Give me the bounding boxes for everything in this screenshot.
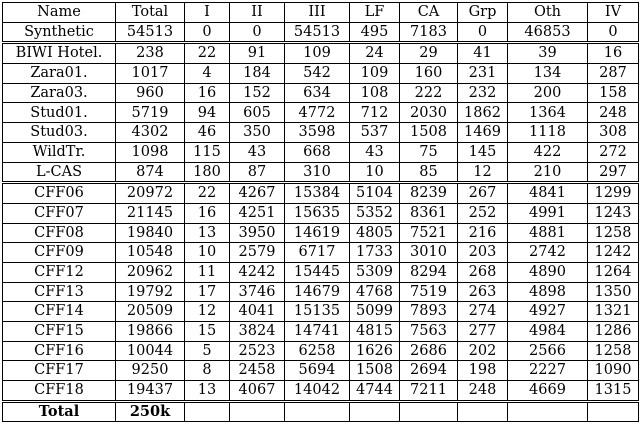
cell-ca: 7211 — [400, 381, 458, 402]
cell-ii: 91 — [230, 43, 285, 64]
cell-oth: 4881 — [508, 223, 588, 243]
cell-ii: 3950 — [230, 223, 285, 243]
cell-lf: 4744 — [350, 381, 400, 402]
cell-name: CFF09 — [3, 243, 116, 263]
cell-ca: 2686 — [400, 341, 458, 361]
cell-total: 238 — [116, 43, 185, 64]
table-body — [3, 22, 639, 422]
cell-oth: 4669 — [508, 381, 588, 402]
cell-iv: 158 — [588, 83, 639, 103]
table-row — [3, 64, 639, 84]
cell-name: Stud03. — [3, 123, 116, 143]
cell-name: Zara01. — [3, 64, 116, 84]
cell-iv: 1242 — [588, 243, 639, 263]
cell-lf: 10 — [350, 162, 400, 183]
total-cell-total: 250k — [116, 401, 185, 422]
cell-total: 20509 — [116, 302, 185, 322]
cell-name: BIWI Hotel. — [3, 43, 116, 64]
cell-lf: 1626 — [350, 341, 400, 361]
cell-i: 10 — [185, 243, 230, 263]
total-cell-lf — [350, 401, 400, 422]
cell-iii: 6258 — [285, 341, 350, 361]
cell-lf: 5104 — [350, 183, 400, 204]
cell-oth: 200 — [508, 83, 588, 103]
cell-ii: 184 — [230, 64, 285, 84]
cell-lf: 1508 — [350, 361, 400, 381]
cell-lf: 495 — [350, 22, 400, 43]
cell-grp: 1862 — [458, 103, 508, 123]
total-row — [3, 401, 639, 422]
header-total: Total — [116, 3, 185, 23]
total-cell-oth — [508, 401, 588, 422]
cell-total: 20962 — [116, 262, 185, 282]
cell-total: 21145 — [116, 203, 185, 223]
cell-oth: 4984 — [508, 322, 588, 342]
cell-name: L-CAS — [3, 162, 116, 183]
cell-ii: 350 — [230, 123, 285, 143]
cell-i: 0 — [185, 22, 230, 43]
cell-iii: 54513 — [285, 22, 350, 43]
header-name: Name — [3, 3, 116, 23]
cell-name: CFF14 — [3, 302, 116, 322]
total-cell-name: Total — [3, 401, 116, 422]
cell-grp: 203 — [458, 243, 508, 263]
total-cell-iv — [588, 401, 639, 422]
cell-name: Stud01. — [3, 103, 116, 123]
cell-oth: 4927 — [508, 302, 588, 322]
cell-iv: 308 — [588, 123, 639, 143]
cell-total: 960 — [116, 83, 185, 103]
cell-total: 874 — [116, 162, 185, 183]
cell-iv: 1321 — [588, 302, 639, 322]
cell-ca: 75 — [400, 142, 458, 162]
cell-iii: 310 — [285, 162, 350, 183]
cell-grp: 0 — [458, 22, 508, 43]
table-row — [3, 223, 639, 243]
cell-grp: 41 — [458, 43, 508, 64]
cell-iii: 109 — [285, 43, 350, 64]
cell-i: 13 — [185, 223, 230, 243]
cell-grp: 12 — [458, 162, 508, 183]
cell-ii: 4041 — [230, 302, 285, 322]
cell-i: 4 — [185, 64, 230, 84]
cell-total: 9250 — [116, 361, 185, 381]
table-row — [3, 103, 639, 123]
cell-iii: 6717 — [285, 243, 350, 263]
cell-grp: 252 — [458, 203, 508, 223]
cell-ii: 2458 — [230, 361, 285, 381]
cell-iv: 1286 — [588, 322, 639, 342]
cell-iv: 1258 — [588, 341, 639, 361]
total-cell-ii — [230, 401, 285, 422]
header-ca: CA — [400, 3, 458, 23]
cell-ca: 29 — [400, 43, 458, 64]
cell-i: 12 — [185, 302, 230, 322]
total-cell-i — [185, 401, 230, 422]
cell-oth: 46853 — [508, 22, 588, 43]
cell-iii: 14679 — [285, 282, 350, 302]
cell-oth: 134 — [508, 64, 588, 84]
cell-iv: 1350 — [588, 282, 639, 302]
cell-ca: 8239 — [400, 183, 458, 204]
cell-grp: 202 — [458, 341, 508, 361]
cell-ca: 3010 — [400, 243, 458, 263]
cell-total: 10548 — [116, 243, 185, 263]
cell-i: 46 — [185, 123, 230, 143]
cell-total: 19840 — [116, 223, 185, 243]
cell-i: 16 — [185, 203, 230, 223]
cell-name: WildTr. — [3, 142, 116, 162]
table-row — [3, 162, 639, 183]
cell-total: 1098 — [116, 142, 185, 162]
cell-name: CFF13 — [3, 282, 116, 302]
cell-ca: 7519 — [400, 282, 458, 302]
cell-total: 19792 — [116, 282, 185, 302]
cell-i: 16 — [185, 83, 230, 103]
cell-grp: 268 — [458, 262, 508, 282]
cell-iv: 1264 — [588, 262, 639, 282]
cell-total: 19866 — [116, 322, 185, 342]
table-row — [3, 203, 639, 223]
cell-total: 5719 — [116, 103, 185, 123]
table-row — [3, 22, 639, 43]
cell-name: CFF18 — [3, 381, 116, 402]
cell-ii: 43 — [230, 142, 285, 162]
table-row — [3, 243, 639, 263]
cell-oth: 1118 — [508, 123, 588, 143]
cell-ii: 4067 — [230, 381, 285, 402]
cell-i: 115 — [185, 142, 230, 162]
cell-i: 17 — [185, 282, 230, 302]
cell-ii: 3746 — [230, 282, 285, 302]
cell-name: Synthetic — [3, 22, 116, 43]
cell-iv: 1299 — [588, 183, 639, 204]
cell-ca: 222 — [400, 83, 458, 103]
cell-ca: 8361 — [400, 203, 458, 223]
cell-total: 19437 — [116, 381, 185, 402]
cell-ca: 85 — [400, 162, 458, 183]
cell-grp: 263 — [458, 282, 508, 302]
cell-total: 54513 — [116, 22, 185, 43]
cell-ca: 7183 — [400, 22, 458, 43]
cell-ii: 2579 — [230, 243, 285, 263]
cell-iii: 634 — [285, 83, 350, 103]
cell-ca: 2030 — [400, 103, 458, 123]
cell-iv: 248 — [588, 103, 639, 123]
cell-name: CFF08 — [3, 223, 116, 243]
cell-grp: 267 — [458, 183, 508, 204]
table-row — [3, 322, 639, 342]
cell-iv: 1258 — [588, 223, 639, 243]
cell-iii: 668 — [285, 142, 350, 162]
header-iii: III — [285, 3, 350, 23]
cell-grp: 216 — [458, 223, 508, 243]
cell-i: 94 — [185, 103, 230, 123]
header-i: I — [185, 3, 230, 23]
cell-name: CFF16 — [3, 341, 116, 361]
cell-iv: 1090 — [588, 361, 639, 381]
table-row — [3, 183, 639, 204]
cell-ca: 7563 — [400, 322, 458, 342]
cell-iv: 1243 — [588, 203, 639, 223]
cell-i: 8 — [185, 361, 230, 381]
header-iv: IV — [588, 3, 639, 23]
cell-iii: 15135 — [285, 302, 350, 322]
cell-lf: 5352 — [350, 203, 400, 223]
cell-lf: 5309 — [350, 262, 400, 282]
cell-oth: 4898 — [508, 282, 588, 302]
cell-oth: 2742 — [508, 243, 588, 263]
table-row — [3, 361, 639, 381]
cell-total: 4302 — [116, 123, 185, 143]
cell-ca: 7893 — [400, 302, 458, 322]
cell-iii: 14741 — [285, 322, 350, 342]
cell-oth: 2566 — [508, 341, 588, 361]
cell-lf: 109 — [350, 64, 400, 84]
cell-grp: 145 — [458, 142, 508, 162]
cell-lf: 4768 — [350, 282, 400, 302]
cell-oth: 210 — [508, 162, 588, 183]
cell-total: 1017 — [116, 64, 185, 84]
table-row — [3, 302, 639, 322]
cell-oth: 1364 — [508, 103, 588, 123]
cell-oth: 39 — [508, 43, 588, 64]
cell-ii: 87 — [230, 162, 285, 183]
cell-i: 11 — [185, 262, 230, 282]
cell-iv: 287 — [588, 64, 639, 84]
cell-name: Zara03. — [3, 83, 116, 103]
cell-lf: 4815 — [350, 322, 400, 342]
cell-ca: 160 — [400, 64, 458, 84]
cell-ii: 2523 — [230, 341, 285, 361]
table-row — [3, 142, 639, 162]
cell-lf: 5099 — [350, 302, 400, 322]
cell-grp: 198 — [458, 361, 508, 381]
cell-name: CFF15 — [3, 322, 116, 342]
cell-lf: 43 — [350, 142, 400, 162]
cell-ii: 152 — [230, 83, 285, 103]
table-row — [3, 381, 639, 402]
cell-i: 22 — [185, 43, 230, 64]
cell-grp: 248 — [458, 381, 508, 402]
total-cell-iii — [285, 401, 350, 422]
cell-ca: 7521 — [400, 223, 458, 243]
cell-total: 10044 — [116, 341, 185, 361]
cell-lf: 24 — [350, 43, 400, 64]
cell-iv: 1315 — [588, 381, 639, 402]
cell-ii: 0 — [230, 22, 285, 43]
cell-ii: 3824 — [230, 322, 285, 342]
cell-oth: 422 — [508, 142, 588, 162]
cell-iii: 5694 — [285, 361, 350, 381]
cell-lf: 108 — [350, 83, 400, 103]
cell-iii: 15384 — [285, 183, 350, 204]
cell-iii: 15445 — [285, 262, 350, 282]
header-ii: II — [230, 3, 285, 23]
total-cell-grp — [458, 401, 508, 422]
cell-name: CFF06 — [3, 183, 116, 204]
dataset-statistics-table — [2, 2, 639, 422]
cell-oth: 4991 — [508, 203, 588, 223]
cell-i: 15 — [185, 322, 230, 342]
table-row — [3, 123, 639, 143]
header-lf: LF — [350, 3, 400, 23]
cell-iv: 297 — [588, 162, 639, 183]
cell-oth: 4890 — [508, 262, 588, 282]
total-cell-ca — [400, 401, 458, 422]
cell-ii: 4251 — [230, 203, 285, 223]
cell-ii: 605 — [230, 103, 285, 123]
cell-ca: 8294 — [400, 262, 458, 282]
cell-name: CFF07 — [3, 203, 116, 223]
cell-lf: 712 — [350, 103, 400, 123]
cell-i: 180 — [185, 162, 230, 183]
cell-ca: 2694 — [400, 361, 458, 381]
cell-iv: 0 — [588, 22, 639, 43]
cell-total: 20972 — [116, 183, 185, 204]
cell-lf: 537 — [350, 123, 400, 143]
cell-iii: 3598 — [285, 123, 350, 143]
cell-i: 13 — [185, 381, 230, 402]
header-grp: Grp — [458, 3, 508, 23]
table-row — [3, 83, 639, 103]
cell-ii: 4267 — [230, 183, 285, 204]
cell-grp: 231 — [458, 64, 508, 84]
cell-name: CFF17 — [3, 361, 116, 381]
table-row — [3, 262, 639, 282]
cell-grp: 1469 — [458, 123, 508, 143]
cell-i: 22 — [185, 183, 230, 204]
cell-i: 5 — [185, 341, 230, 361]
cell-grp: 232 — [458, 83, 508, 103]
cell-iii: 15635 — [285, 203, 350, 223]
table-row — [3, 43, 639, 64]
cell-iv: 272 — [588, 142, 639, 162]
table-row — [3, 282, 639, 302]
cell-oth: 2227 — [508, 361, 588, 381]
header-oth: Oth — [508, 3, 588, 23]
cell-iii: 4772 — [285, 103, 350, 123]
cell-oth: 4841 — [508, 183, 588, 204]
cell-name: CFF12 — [3, 262, 116, 282]
cell-lf: 4805 — [350, 223, 400, 243]
cell-lf: 1733 — [350, 243, 400, 263]
cell-iii: 542 — [285, 64, 350, 84]
cell-grp: 274 — [458, 302, 508, 322]
cell-ii: 4242 — [230, 262, 285, 282]
cell-grp: 277 — [458, 322, 508, 342]
table-row — [3, 341, 639, 361]
cell-iii: 14619 — [285, 223, 350, 243]
cell-ca: 1508 — [400, 123, 458, 143]
table-header-row — [3, 3, 639, 23]
cell-iv: 16 — [588, 43, 639, 64]
cell-iii: 14042 — [285, 381, 350, 402]
dataset-statistics-table-container — [2, 2, 638, 422]
